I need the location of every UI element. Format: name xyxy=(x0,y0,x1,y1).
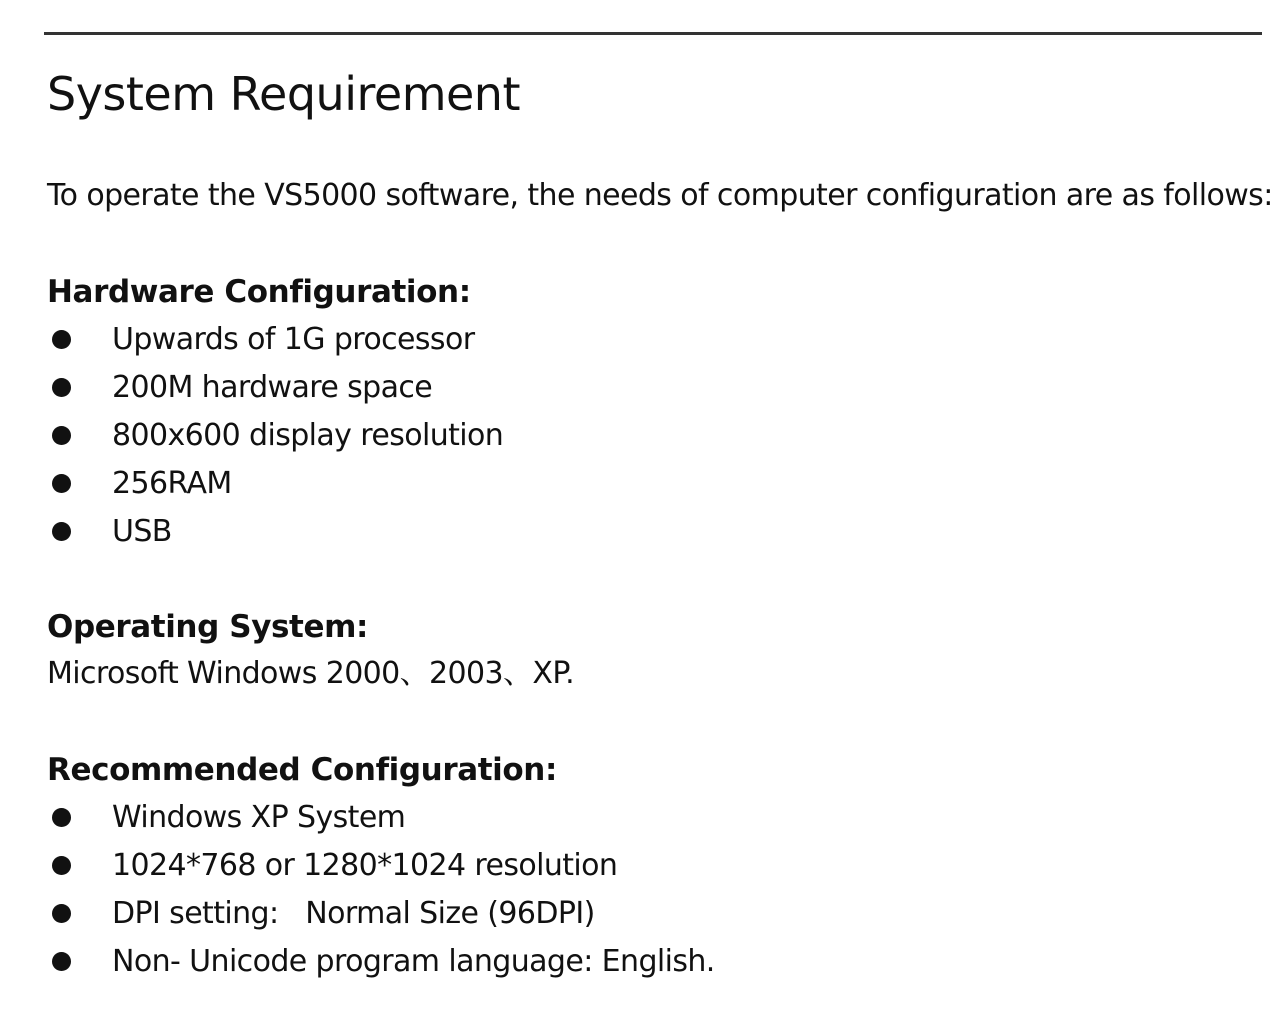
bullet-icon xyxy=(52,474,71,493)
os-heading: Operating System: xyxy=(47,609,369,645)
list-item-text: Upwards of 1G processor xyxy=(112,322,475,357)
os-text: Microsoft Windows 2000、2003、XP. xyxy=(47,656,575,691)
list-item-text: DPI setting: Normal Size (96DPI) xyxy=(112,896,595,931)
bullet-icon xyxy=(52,378,71,397)
bullet-icon xyxy=(52,952,71,971)
list-item-text: 800x600 display resolution xyxy=(112,418,504,453)
bullet-icon xyxy=(52,522,71,541)
bullet-icon xyxy=(52,856,71,875)
page-title: System Requirement xyxy=(47,67,520,121)
list-item-text: Windows XP System xyxy=(112,800,406,835)
bullet-icon xyxy=(52,426,71,445)
list-item-text: 256RAM xyxy=(112,466,232,501)
recommended-heading: Recommended Configuration: xyxy=(47,752,557,788)
list-item-text: 200M hardware space xyxy=(112,370,433,405)
list-item-text: 1024*768 or 1280*1024 resolution xyxy=(112,848,618,883)
top-divider xyxy=(44,32,1262,35)
bullet-icon xyxy=(52,904,71,923)
hardware-heading: Hardware Configuration: xyxy=(47,274,471,310)
list-item-text: Non- Unicode program language: English. xyxy=(112,944,715,979)
list-item-text: USB xyxy=(112,514,172,549)
intro-text: To operate the VS5000 software, the needs of computer configuration are as follows: xyxy=(47,178,1273,213)
bullet-icon xyxy=(52,808,71,827)
bullet-icon xyxy=(52,330,71,349)
